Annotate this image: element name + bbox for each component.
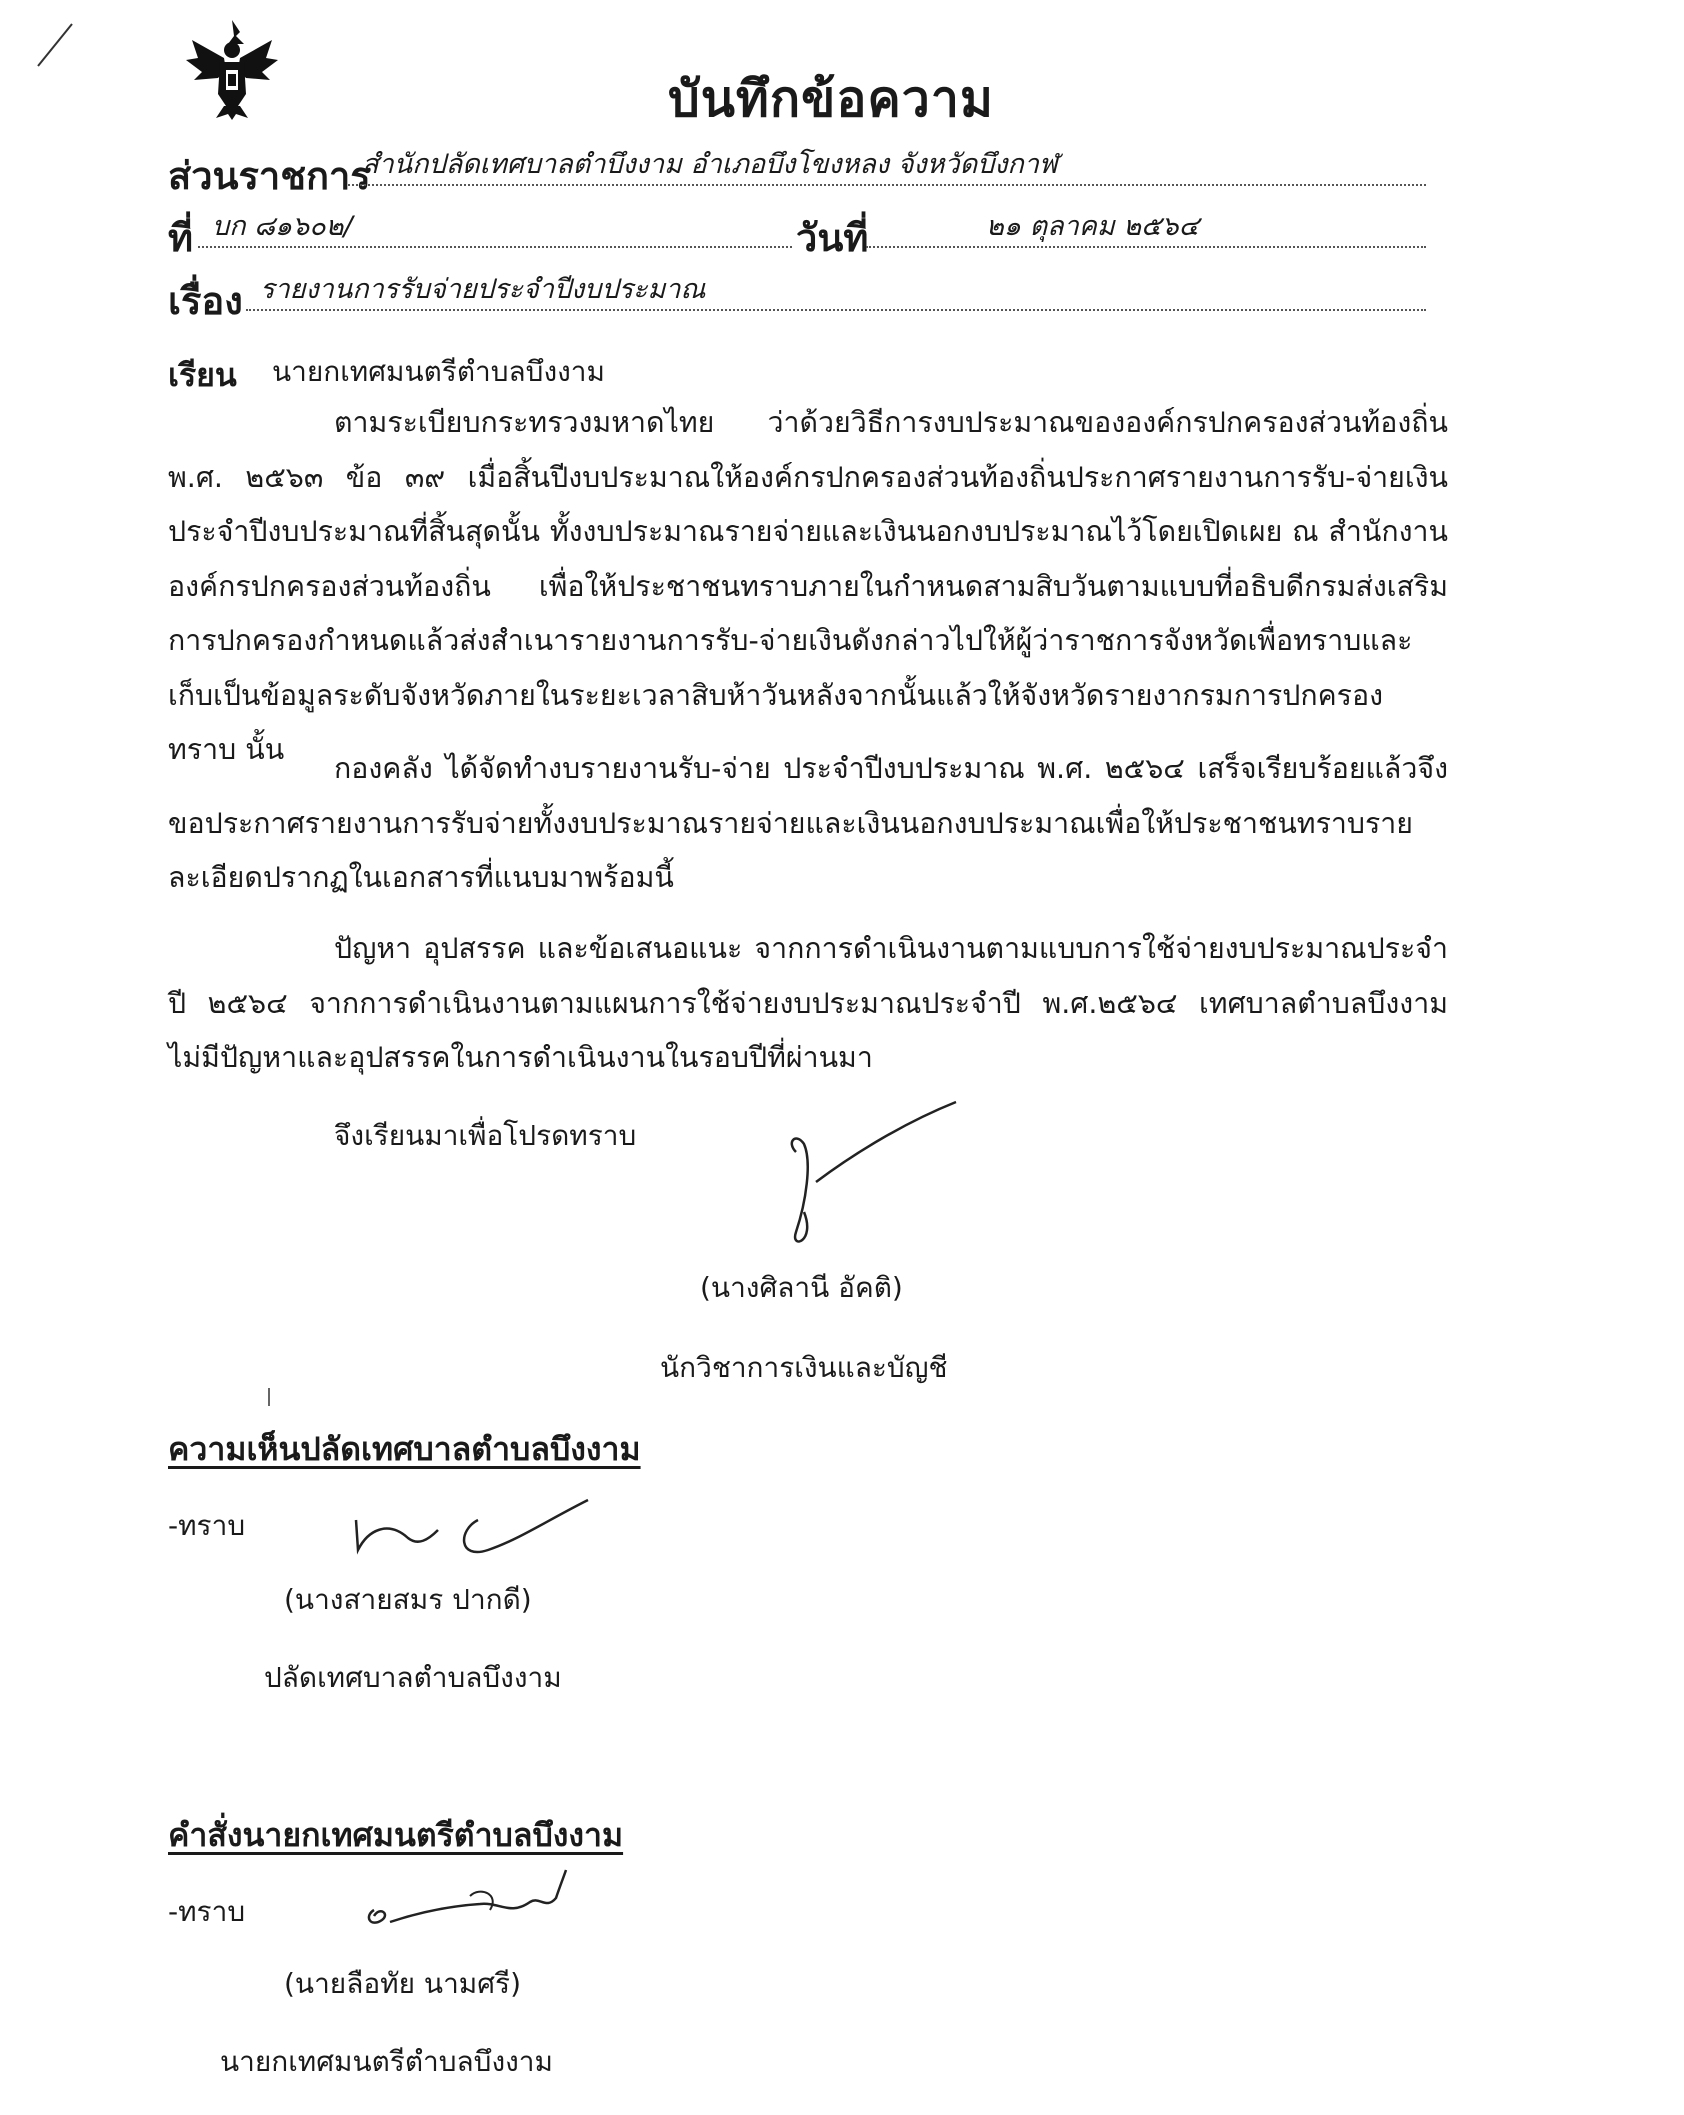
salutation-value: นายกเทศมนตรีตำบลบึงงาม [272, 355, 605, 388]
order-name: (นายลือทัย นามศรี) [284, 1967, 521, 2000]
date-label: วันที่ [796, 216, 869, 260]
opinion-position: ปลัดเทศบาลตำบลบึงงาม [264, 1661, 562, 1694]
order-note: -ทราบ [168, 1895, 246, 1928]
opinion-name: (นางสายสมร ปากดี) [284, 1583, 532, 1616]
agency-value: สำนักปลัดเทศบาลตำบึงงาม อำเภอบึงโขงหลง จังหวัดบึงกาฬ [348, 148, 1426, 186]
salutation-label: เรียน [168, 356, 237, 394]
closing-text: จึงเรียนมาเพื่อโปรดทราบ [334, 1119, 637, 1152]
signature-3 [360, 1866, 580, 1946]
date-value: ๒๑ ตุลาคม ๒๕๖๔ [866, 210, 1426, 248]
garuda-emblem [182, 14, 282, 122]
paragraph-1-text: ตามระเบียบกระทรวงมหาดไทย ว่าด้วยวิธีการงบประมาณขององค์กรปกครองส่วนท้องถิ่น พ.ศ. ๒๕๖๓ ข้อ ๓๙ เมื่อสิ้นปีงบประมาณให้องค์กรปกครองส่วนท้องถิ่นประกาศรายงานการรับ-จ่ายเงินประจำปีงบประมาณที่สิ้นสุดนั้น ทั้งงบประมาณรายจ่ายและเงินนอกงบประมาณไว้โดยเปิดเผย ณ สำนักงานองค์กรปกครองส่วนท้องถิ่น เพื่อให้ประชาชนทราบภายในกำหนดสามสิบวันตามแบบที่อธิบดีกรมส่งเสริมการปกครองกำหนดแล้วส่งสำเนารายงานการรับ-จ่ายเงินดังกล่าวไปให้ผู้ว่าราชการจังหวัดเพื่อทราบและเก็บเป็นข้อมูลระดับจังหวัดภายในระยะเวลาสิบห้าวันหลังจากนั้นแล้วให้จังหวัดรายงากรมการปกครองทราบ นั้น [168, 406, 1448, 766]
agency-label: ส่วนราชการ [168, 154, 371, 198]
paragraph-2-text: กองคลัง ได้จัดทำงบรายงานรับ-จ่าย ประจำปีงบประมาณ พ.ศ. ๒๕๖๔ เสร็จเรียบร้อยแล้วจึงขอประกาศรายงานการรับจ่ายทั้งงบประมาณรายจ่ายและเงินนอกงบประมาณเพื่อให้ประชาชนทราบรายละเอียดปรากฏในเอกสารที่แนบมาพร้อมนี้ [168, 752, 1448, 894]
order-position: นายกเทศมนตรีตำบลบึงงาม [220, 2045, 553, 2078]
ref-value: บก ๘๑๖๐๒/ [198, 210, 792, 248]
document-title: บันทึกข้อความ [668, 70, 994, 128]
signature-1 [756, 1092, 976, 1262]
scan-mark [36, 20, 76, 70]
opinion-note: -ทราบ [168, 1509, 246, 1542]
paragraph-3-text: ปัญหา อุปสรรค และข้อเสนอแนะ จากการดำเนินงานตามแบบการใช้จ่ายงบประมาณประจำปี ๒๕๖๔ จากการดำเนินงานตามแผนการใช้จ่ายงบประมาณประจำปี พ.ศ.๒๕๖๔ เทศบาลตำบลบึงงาม ไม่มีปัญหาและอุปสรรคในการดำเนินงานในรอบปีที่ผ่านมา [168, 932, 1448, 1074]
order-heading: คำสั่งนายกเทศมนตรีตำบลบึงงาม [168, 1816, 624, 1854]
paragraph-1 [168, 396, 1448, 778]
opinion-heading: ความเห็นปลัดเทศบาลตำบลบึงงาม [168, 1430, 641, 1468]
ref-label: ที่ [168, 216, 194, 260]
paragraph-2 [168, 742, 1448, 906]
scan-mark [268, 1388, 270, 1406]
subject-label: เรื่อง [168, 279, 243, 323]
signature-2 [348, 1490, 598, 1570]
subject-value: รายงานการรับจ่ายประจำปีงบประมาณ [246, 273, 1426, 311]
paragraph-3 [168, 922, 1448, 1086]
signer-position: นักวิชาการเงินและบัญชี [660, 1351, 948, 1384]
signer-name: (นางศิลานี อัคติ) [700, 1271, 903, 1304]
